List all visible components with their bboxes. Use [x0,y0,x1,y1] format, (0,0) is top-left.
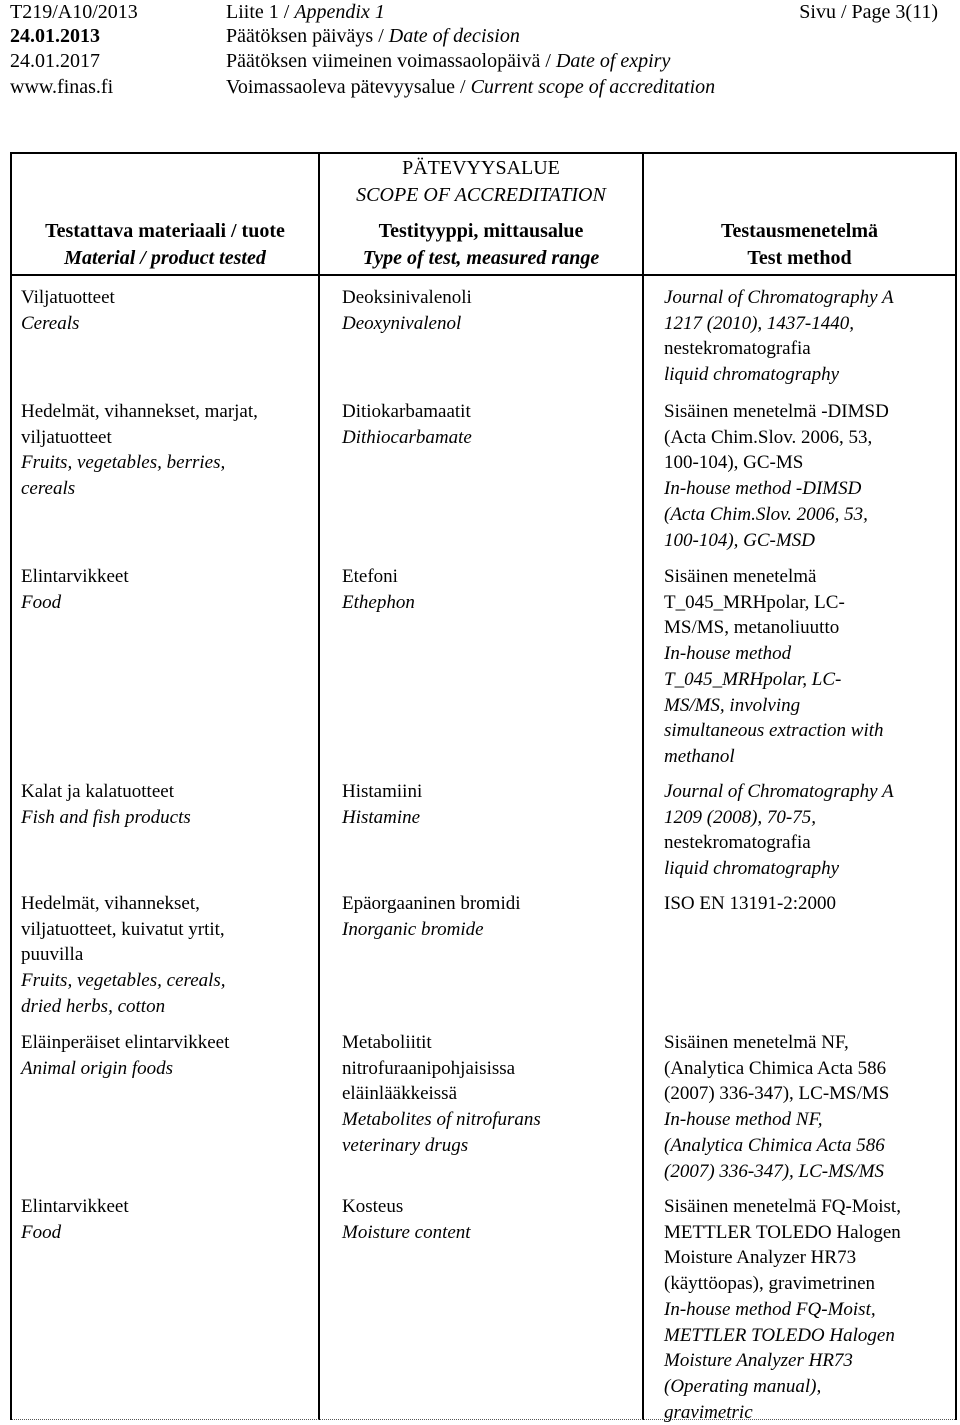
material-cell [21,564,129,615]
material-fi-line: Hedelmät, vihannekset, marjat, [21,401,258,422]
decision-date-fi: Päätöksen päiväys / [226,25,389,47]
test-type-en-line: veterinary drugs [342,1134,469,1156]
material-cell [21,891,226,1020]
test-method-cell [664,779,894,882]
material-fi-line: Elintarvikkeet [21,1196,129,1217]
test-method-line: Journal of Chromatography A [664,781,894,802]
test-method-line: In-house method FQ-Moist, [664,1298,876,1320]
material-en-line: Food [21,1221,62,1243]
material-fi-line: puuvilla [21,944,84,966]
test-type-cell [342,399,472,450]
test-method-line: MS/MS, involving [664,694,801,716]
test-method-cell [664,1194,901,1425]
test-method-line: 1209 (2008), 70-75, [664,806,816,828]
appendix-en: Appendix 1 [294,1,385,23]
test-method-line: METTLER TOLEDO Halogen [664,1324,895,1346]
test-type-en-line: Inorganic bromide [342,918,484,940]
scope-label [226,75,715,101]
expiry-date: 24.01.2017 [10,50,100,72]
test-method-line: Sisäinen menetelmä [664,566,817,587]
header-line-1 [0,0,960,26]
test-method-line: nestekromatografia [664,832,811,854]
test-method-line: In-house method NF, [664,1109,823,1131]
test-type-fi-line: nitrofuraanipohjaisissa [342,1057,516,1079]
accreditation-table [10,152,957,1423]
column-header-test-type-fi: Testityyppi, mittausalue [378,220,584,242]
column-header-method [644,218,955,272]
test-type-en-line: Metabolites of nitrofurans [342,1109,541,1131]
test-type-fi-line: eläinlääkkeissä [342,1083,458,1105]
material-en-line: Fruits, vegetables, cereals, [21,970,226,992]
test-method-cell [664,285,894,388]
test-type-en-line: Moisture content [342,1221,471,1243]
material-fi-line: Kalat ja kalatuotteet [21,781,174,802]
column-divider-1 [318,154,320,1420]
material-cell [21,779,191,830]
page-number: Sivu / Page 3(11) [799,1,938,23]
material-cell [21,1194,129,1245]
test-method-line: T_045_MRHpolar, LC- [664,668,842,690]
appendix-label [226,0,385,26]
test-type-cell [342,564,415,615]
test-type-cell [342,285,472,336]
test-method-line: methanol [664,745,735,767]
test-method-line: Moisture Analyzer HR73 [664,1350,853,1372]
test-method-line: (2007) 336-347), LC-MS/MS [664,1160,885,1182]
material-en-line: Animal origin foods [21,1057,174,1079]
test-method-line: T_045_MRHpolar, LC- [664,591,845,613]
test-type-cell [342,1030,541,1159]
test-method-line: (käyttöopas), gravimetrinen [664,1273,876,1295]
test-method-line: 100-104), GC-MS [664,452,804,474]
material-fi-line: Eläinperäiset elintarvikkeet [21,1032,230,1053]
material-en-line: dried herbs, cotton [21,995,166,1017]
test-method-line: simultaneous extraction with [664,720,884,742]
test-method-line: (Analytica Chimica Acta 586 [664,1057,887,1079]
test-method-line: Sisäinen menetelmä FQ-Moist, [664,1196,901,1217]
material-fi-line: Elintarvikkeet [21,566,129,587]
test-method-line: Sisäinen menetelmä NF, [664,1032,849,1053]
header-row-divider [12,274,955,276]
test-type-cell [342,891,521,942]
test-method-line: (Analytica Chimica Acta 586 [664,1134,885,1156]
test-method-line: 100-104), GC-MSD [664,529,815,551]
test-method-line: Moisture Analyzer HR73 [664,1247,857,1269]
test-type-cell [342,1194,471,1245]
document-code: T219/A10/2013 [10,1,138,23]
test-method-line: nestekromatografia [664,338,811,360]
material-cell [21,285,115,336]
test-method-line: liquid chromatography [664,364,840,386]
material-cell [21,1030,229,1081]
test-method-cell [664,1030,889,1184]
test-type-fi-line: Kosteus [342,1196,404,1217]
column-divider-2 [642,154,644,1420]
test-method-line: (Operating manual), [664,1375,822,1397]
column-header-material-fi: Testattava materiaali / tuote [45,220,285,242]
column-header-test-type [320,155,642,272]
header-line-2 [0,24,960,50]
material-fi-line: Hedelmät, vihannekset, [21,893,200,914]
test-method-line: MS/MS, metanoliuutto [664,617,840,639]
expiry-date-en: Date of expiry [555,50,671,72]
material-en-line: Fruits, vegetables, berries, [21,452,226,474]
column-header-test-type-en: Type of test, measured range [362,247,600,269]
test-type-fi-line: Ditiokarbamaatit [342,401,471,422]
material-en-line: cereals [21,478,76,500]
column-header-method-fi: Testausmenetelmä [720,220,879,242]
test-type-fi-line: Histamiini [342,781,423,802]
test-method-line: Journal of Chromatography A [664,287,894,308]
scope-label-fi: Voimassaoleva pätevyysalue / [226,76,471,98]
test-type-en-line: Ethephon [342,591,415,613]
test-method-line: (Acta Chim.Slov. 2006, 53, [664,426,873,448]
test-method-line: Sisäinen menetelmä -DIMSD [664,401,889,422]
material-en-line: Fish and fish products [21,806,191,828]
test-method-line: liquid chromatography [664,858,840,880]
test-type-en-line: Histamine [342,806,421,828]
header-line-3 [0,49,960,75]
decision-date: 24.01.2013 [10,25,100,47]
material-cell [21,399,258,502]
test-method-line: gravimetric [664,1401,753,1423]
test-method-line: (2007) 336-347), LC-MS/MS [664,1083,890,1105]
appendix-fi: Liite 1 / [226,1,295,23]
test-method-line: (Acta Chim.Slov. 2006, 53, [664,503,868,525]
scope-title-en: SCOPE OF ACCREDITATION [356,184,606,206]
test-type-cell [342,779,422,830]
test-method-line: 1217 (2010), 1437-1440, [664,312,854,334]
expiry-date-fi: Päätöksen viimeinen voimassaolopäivä / [226,50,556,72]
test-method-line: In-house method -DIMSD [664,478,862,500]
scope-title-fi: PÄTEVYYSALUE [402,157,560,179]
website-link[interactable]: www.finas.fi [10,76,114,98]
test-type-fi-line: Deoksinivalenoli [342,287,472,308]
scope-label-en: Current scope of accreditation [470,76,716,98]
test-type-fi-line: Epäorgaaninen bromidi [342,893,521,914]
test-method-cell [664,399,889,553]
test-method-cell [664,891,836,917]
column-header-method-en: Test method [747,247,852,269]
decision-date-en: Date of decision [388,25,520,47]
material-en-line: Cereals [21,312,80,334]
expiry-date-label [226,49,670,75]
test-type-fi-line: Metaboliitit [342,1032,432,1053]
test-method-line: METTLER TOLEDO Halogen [664,1221,901,1243]
decision-date-label [226,24,520,50]
test-method-line: ISO EN 13191-2:2000 [664,893,837,914]
test-method-line: In-house method [664,643,792,665]
header-line-4 [0,75,960,101]
test-method-cell [664,564,884,770]
test-type-en-line: Deoxynivalenol [342,312,462,334]
test-type-fi-line: Etefoni [342,566,398,587]
column-header-material [12,218,318,272]
material-fi-line: Viljatuotteet [21,287,115,308]
material-en-line: Food [21,591,62,613]
test-type-en-line: Dithiocarbamate [342,426,472,448]
material-fi-line: viljatuotteet, kuivatut yrtit, [21,918,225,940]
column-header-material-en: Material / product tested [64,247,266,269]
material-fi-line: viljatuotteet [21,426,112,448]
